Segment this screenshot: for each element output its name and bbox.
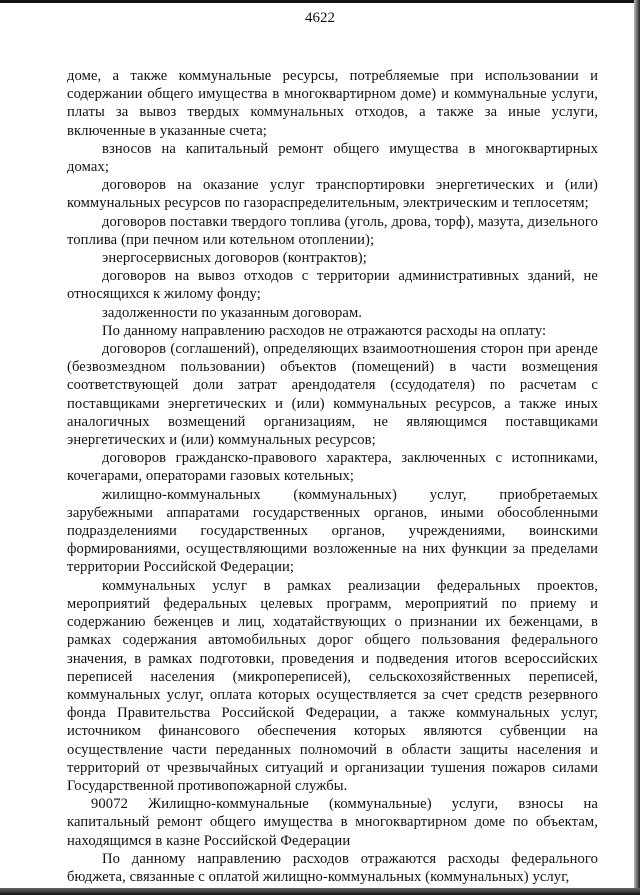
scan-edge-right <box>634 0 640 895</box>
paragraph: взносов на капитальный ремонт общего имущества в многоквартирных домах; <box>67 140 598 176</box>
paragraph: договоров на вывоз отходов с территории административных зданий, не относящихся к жилому фонду; <box>67 268 598 303</box>
scan-edge-bottom <box>0 888 640 895</box>
page-number: 4622 <box>305 10 335 26</box>
paragraph: коммунальных услуг в рамках реализации федеральных проектов, мероприятий федеральных целевых программ, мероприятий по приему и содержанию беженцев и лиц, ходатайствующих о признании их беженцами, в рамках содержания автомобильных дорог общего пользования федерального значения, в рамках подготовки, проведения и подведения итогов всероссийских переписей населения (микропереписей), сельскохозяйственных переписей, коммунальных услуг, оплата которых осуществляется за счет средств резервного фонда Правительства Российской Федерации, а также коммунальных услуг, источником финансового обеспечения которых являются субвенции на осуществление части переданных полномочий в области защиты населения и территорий от чрезвычайных ситуаций и организации тушения пожаров силами Государственной противопожарной службы. <box>67 577 598 794</box>
section-heading: 90072 Жилищно-коммунальные (коммунальные) услуги, взносы на капитальный ремонт общего имущества в многоквартирном доме по объектам, находящимся в казне Российской Федерации <box>67 796 598 849</box>
scan-edge-top <box>0 0 640 3</box>
paragraph: По данному направлению расходов не отражаются расходы на оплату: <box>102 322 547 339</box>
paragraph: задолженности по указанным договорам. <box>102 304 363 321</box>
paragraph: договоров (соглашений), определяющих взаимоотношения сторон при аренде (безвозмездном пользовании) объектов (помещений) в части возмещения соответствующей доли затрат арендодателя (ссудодателя) по расчетам с поставщиками энергетических и (или) коммунальных ресурсов, а также иных аналогичных возмещений организациям, не являющимся поставщиками энергетических и (или) коммунальных ресурсов; <box>67 341 598 449</box>
document-body <box>67 67 598 886</box>
paragraph: доме, а также коммунальные ресурсы, потребляемые при использовании и содержании общего имущества в многоквартирном доме) и коммунальные услуги, платы за вывоз твердых коммунальных отходов, а также за иные услуги, включенные в указанные счета; <box>67 68 598 139</box>
paragraph: договоров поставки твердого топлива (уголь, дрова, торф), мазута, дизельного топлива (при печном или котельном отоплении); <box>67 213 598 248</box>
paragraph: жилищно-коммунальных (коммунальных) услуг, приобретаемых зарубежными аппаратами государственных органов, иными обособленными подразделениями государственных органов, учреждениями, воинскими формированиями, осуществляющими возложенные на них функции за пределами территории Российской Федерации; <box>67 486 598 576</box>
paragraph: договоров на оказание услуг транспортировки энергетических и (или) коммунальных ресурсов по газораспределительным, электрическим и теплосетям; <box>67 177 598 212</box>
paragraph: энергосервисных договоров (контрактов); <box>102 250 367 267</box>
paragraph: По данному направлению расходов отражаются расходы федерального бюджета, связанные с оплатой жилищно-коммунальных (коммунальных) услуг, <box>67 850 598 885</box>
paragraph: договоров гражданско-правового характера, заключенных с истопниками, кочегарами, операторами газовых котельных; <box>67 450 598 485</box>
